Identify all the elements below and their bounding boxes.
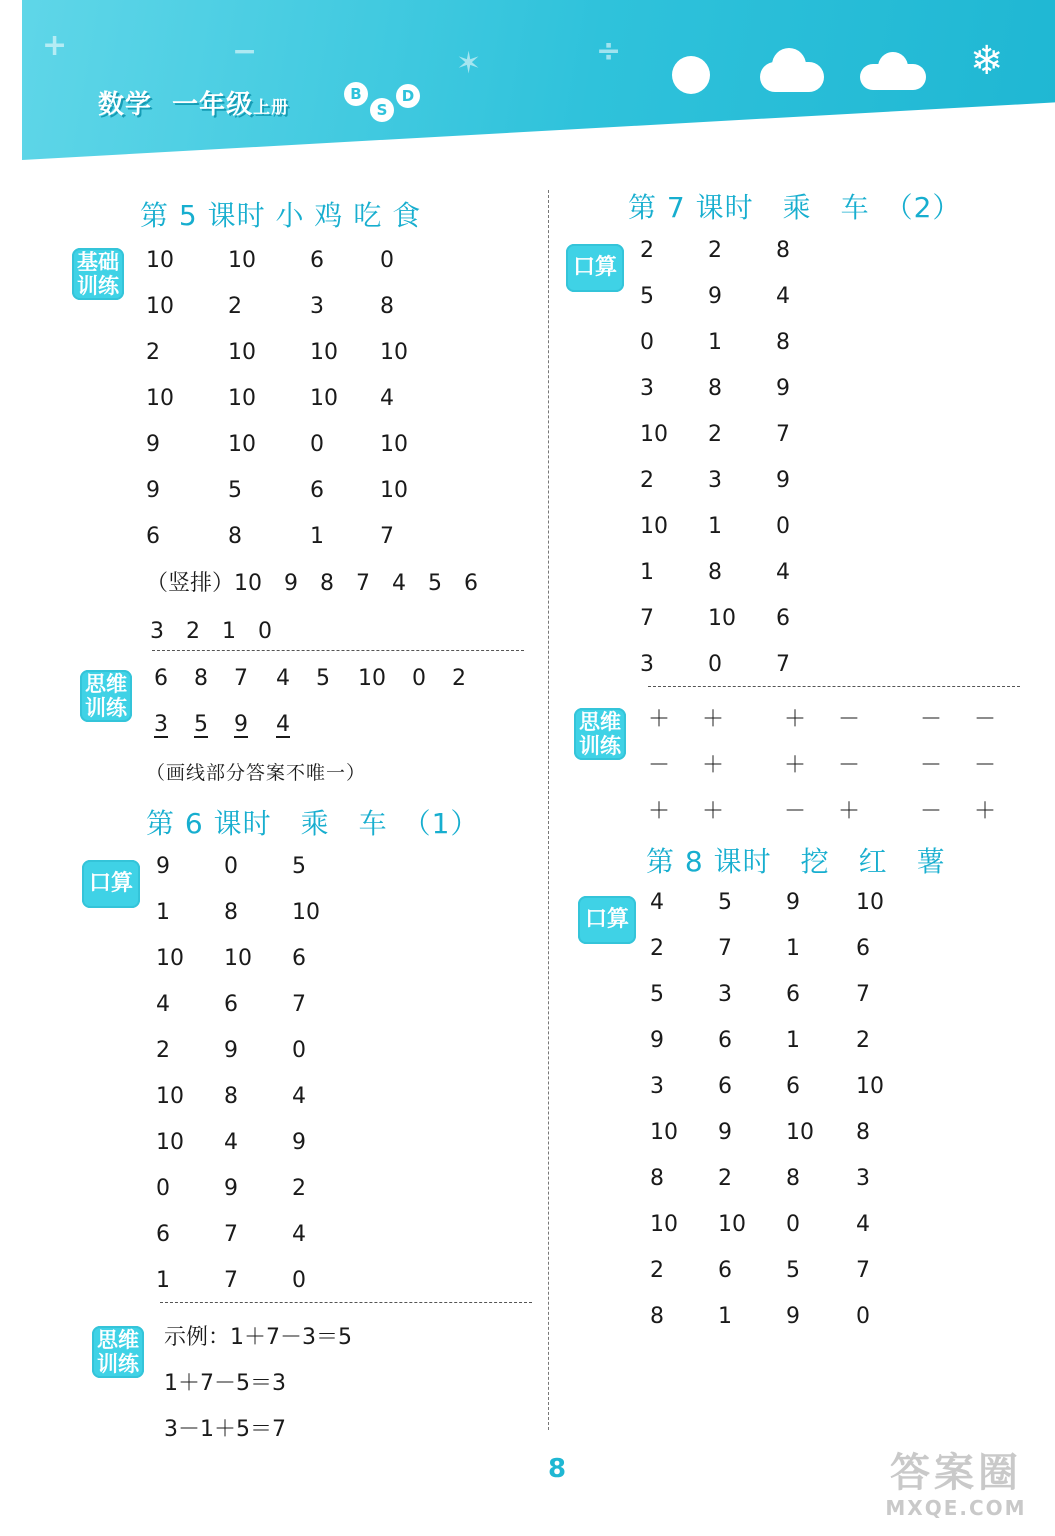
logo-letter-b: B (344, 82, 368, 106)
section-divider (152, 650, 524, 651)
divide-icon: ÷ (596, 34, 622, 69)
page-number: 8 (548, 1454, 567, 1484)
minus-icon: − (232, 34, 258, 69)
column-divider (548, 190, 549, 1430)
cloud-icon (860, 52, 926, 90)
oral-calc-badge: 口算 (82, 860, 140, 908)
logo-letter-d: D (396, 84, 420, 108)
plus-icon: + (42, 28, 68, 63)
equation-line: 3－1＋5＝7 (164, 1417, 286, 1442)
vertical-order-line-2: 3 2 1 0 (150, 619, 272, 644)
lesson7-title: 第 7 课时 乘 车 （2） (628, 191, 962, 224)
vertical-order-line: （竖排）10 9 8 7 4 5 6 (146, 571, 478, 596)
equation-line: 1＋7－5＝3 (164, 1371, 286, 1396)
lesson6-title: 第 6 课时 乘 车 （1） (146, 807, 480, 840)
basic-training-badge: 基础 训练 (72, 248, 124, 300)
star-icon: ✶ (456, 46, 482, 81)
section-divider (648, 686, 1020, 687)
thinking-training-badge: 思维 训练 (80, 670, 132, 722)
book-title: 数学 一年级上册 (98, 90, 290, 120)
lesson8-title: 第 8 课时 挖 红 薯 (646, 845, 946, 878)
thinking-training-badge: 思维 训练 (574, 708, 626, 760)
answer-note: （画线部分答案不唯一） (146, 762, 367, 784)
lesson5-title: 第 5 课时 小 鸡 吃 食 (140, 199, 422, 232)
example-equation: 示例：1＋7－3＝5 (164, 1325, 352, 1350)
oral-calc-badge: 口算 (566, 244, 624, 292)
section-divider (160, 1302, 532, 1303)
cloud-icon (760, 48, 824, 92)
thinking-training-badge: 思维 训练 (92, 1326, 144, 1378)
snowflake-icon: ❄ (970, 38, 1004, 84)
logo-letter-s: S (370, 98, 394, 122)
oral-calc-badge: 口算 (578, 896, 636, 944)
sun-icon (672, 56, 710, 94)
watermark-logo: 答案圈 MXQE.COM (885, 1450, 1027, 1520)
